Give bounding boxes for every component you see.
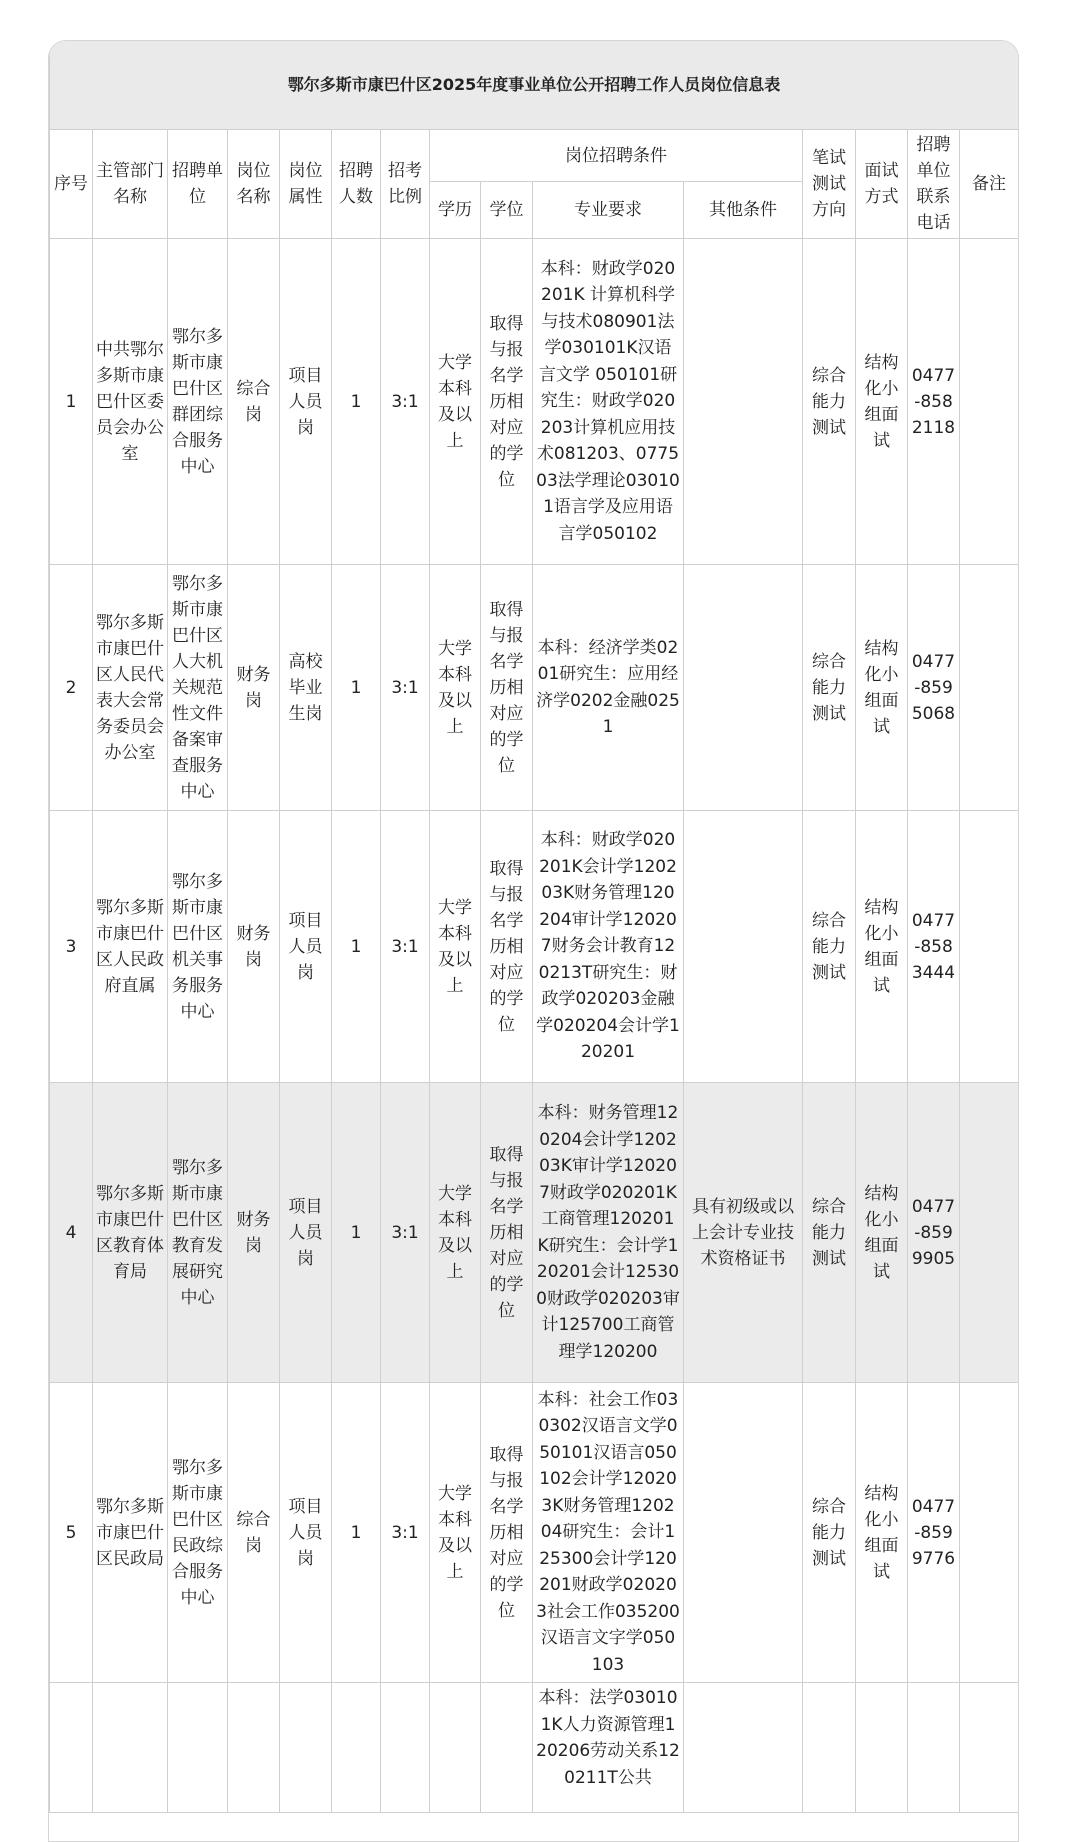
cell-other: 具有初级或以上会计专业技术资格证书	[684, 1083, 803, 1383]
cell-count: 1	[332, 811, 381, 1083]
cell-major: 本科：财政学020201K 计算机科学与技术080901法学030101K汉语言文学 050101研究生：财政学020203计算机应用技术081203、077503法学理论030101语言学及应用语言学050102	[533, 239, 684, 565]
cell-ratio: 3:1	[381, 1383, 430, 1683]
cell-unit: 鄂尔多斯市康巴什区人大机关规范性文件备案审查服务中心	[168, 565, 228, 811]
cell-degree: 取得与报名学历相对应的学位	[481, 811, 533, 1083]
cell-other	[684, 239, 803, 565]
header-phone: 招聘单位联系电话	[908, 130, 960, 239]
cell-seq: 3	[50, 811, 93, 1083]
cell-post-name: 财务岗	[228, 811, 280, 1083]
header-dept: 主管部门名称	[93, 130, 168, 239]
table-row	[50, 239, 1019, 565]
cell-count: 1	[332, 565, 381, 811]
header-note: 备注	[960, 130, 1019, 239]
cell-degree: 取得与报名学历相对应的学位	[481, 1383, 533, 1683]
job-info-table	[49, 41, 1019, 1813]
cell-seq: 2	[50, 565, 93, 811]
cell-edu: 大学本科及以上	[430, 239, 481, 565]
cell-exam	[803, 1683, 856, 1813]
cell-ratio	[381, 1683, 430, 1813]
cell-post-name: 综合岗	[228, 1383, 280, 1683]
cell-dept: 中共鄂尔多斯市康巴什区委员会办公室	[93, 239, 168, 565]
cell-exam: 综合能力测试	[803, 1383, 856, 1683]
header-exam: 笔试测试方向	[803, 130, 856, 239]
header-other: 其他条件	[684, 182, 803, 239]
cell-unit	[168, 1683, 228, 1813]
cell-note	[960, 1383, 1019, 1683]
cell-seq	[50, 1683, 93, 1813]
header-ratio: 招考比例	[381, 130, 430, 239]
cell-edu: 大学本科及以上	[430, 1083, 481, 1383]
header-degree: 学位	[481, 182, 533, 239]
cell-other	[684, 565, 803, 811]
cell-major: 本科：经济学类0201研究生：应用经济学0202金融0251	[533, 565, 684, 811]
cell-dept: 鄂尔多斯市康巴什区人民政府直属	[93, 811, 168, 1083]
cell-count: 1	[332, 1383, 381, 1683]
cell-major: 本科：社会工作030302汉语言文学050101汉语言050102会计学120203K财务管理120204研究生：会计125300会计学120201财政学020203社会工作035200汉语言文字学050103	[533, 1383, 684, 1683]
job-table-card	[48, 40, 1019, 1842]
cell-dept: 鄂尔多斯市康巴什区民政局	[93, 1383, 168, 1683]
cell-interview	[856, 1683, 908, 1813]
cell-edu: 大学本科及以上	[430, 1383, 481, 1683]
cell-exam: 综合能力测试	[803, 239, 856, 565]
cell-phone: 0477-8582118	[908, 239, 960, 565]
cell-unit: 鄂尔多斯市康巴什区教育发展研究中心	[168, 1083, 228, 1383]
cell-phone: 0477-8599905	[908, 1083, 960, 1383]
cell-phone: 0477-8583444	[908, 811, 960, 1083]
cell-note	[960, 239, 1019, 565]
cell-unit: 鄂尔多斯市康巴什区民政综合服务中心	[168, 1383, 228, 1683]
cell-interview: 结构化小组面试	[856, 1083, 908, 1383]
cell-edu: 大学本科及以上	[430, 811, 481, 1083]
cell-degree: 取得与报名学历相对应的学位	[481, 239, 533, 565]
cell-other	[684, 1383, 803, 1683]
table-row	[50, 1383, 1019, 1683]
table-title: 鄂尔多斯市康巴什区2025年度事业单位公开招聘工作人员岗位信息表	[50, 41, 1019, 130]
header-count: 招聘人数	[332, 130, 381, 239]
cell-phone: 0477-8599776	[908, 1383, 960, 1683]
cell-seq: 4	[50, 1083, 93, 1383]
cell-edu: 大学本科及以上	[430, 565, 481, 811]
cell-ratio: 3:1	[381, 239, 430, 565]
cell-note	[960, 565, 1019, 811]
cell-unit: 鄂尔多斯市康巴什区机关事务服务中心	[168, 811, 228, 1083]
cell-post-name: 财务岗	[228, 1083, 280, 1383]
cell-major: 本科：法学030101K人力资源管理120206劳动关系120211T公共	[533, 1683, 684, 1813]
cell-ratio: 3:1	[381, 811, 430, 1083]
cell-unit: 鄂尔多斯市康巴什区群团综合服务中心	[168, 239, 228, 565]
cell-degree	[481, 1683, 533, 1813]
cell-major: 本科：财政学020201K会计学120203K财务管理120204审计学120207财务会计教育120213T研究生：财政学020203金融学020204会计学120201	[533, 811, 684, 1083]
table-row	[50, 565, 1019, 811]
header-conditions: 岗位招聘条件	[430, 130, 803, 182]
header-unit: 招聘单位	[168, 130, 228, 239]
cell-seq: 5	[50, 1383, 93, 1683]
header-post-type: 岗位属性	[280, 130, 332, 239]
cell-ratio: 3:1	[381, 565, 430, 811]
cell-interview: 结构化小组面试	[856, 811, 908, 1083]
header-major: 专业要求	[533, 182, 684, 239]
header-seq: 序号	[50, 130, 93, 239]
cell-note	[960, 1083, 1019, 1383]
header-edu: 学历	[430, 182, 481, 239]
cell-post-type: 项目人员岗	[280, 1383, 332, 1683]
cell-count: 1	[332, 239, 381, 565]
cell-note	[960, 811, 1019, 1083]
cell-interview: 结构化小组面试	[856, 565, 908, 811]
cell-degree: 取得与报名学历相对应的学位	[481, 1083, 533, 1383]
cell-major: 本科：财务管理120204会计学120203K审计学120207财政学020201K工商管理120201K研究生：会计学120201会计125300财政学020203审计125700工商管理学120200	[533, 1083, 684, 1383]
cell-interview: 结构化小组面试	[856, 239, 908, 565]
cell-phone	[908, 1683, 960, 1813]
cell-post-type	[280, 1683, 332, 1813]
cell-exam: 综合能力测试	[803, 565, 856, 811]
cell-post-type: 项目人员岗	[280, 811, 332, 1083]
cell-post-name: 综合岗	[228, 239, 280, 565]
cell-post-name: 财务岗	[228, 565, 280, 811]
cell-exam: 综合能力测试	[803, 811, 856, 1083]
cell-count: 1	[332, 1083, 381, 1383]
cell-phone: 0477-8595068	[908, 565, 960, 811]
cell-dept: 鄂尔多斯市康巴什区教育体育局	[93, 1083, 168, 1383]
table-row	[50, 811, 1019, 1083]
header-post-name: 岗位名称	[228, 130, 280, 239]
cell-post-type: 项目人员岗	[280, 1083, 332, 1383]
cell-ratio: 3:1	[381, 1083, 430, 1383]
table-row	[50, 1683, 1019, 1813]
cell-edu	[430, 1683, 481, 1813]
cell-seq: 1	[50, 239, 93, 565]
table-row	[50, 1083, 1019, 1383]
cell-other	[684, 811, 803, 1083]
cell-interview: 结构化小组面试	[856, 1383, 908, 1683]
cell-exam: 综合能力测试	[803, 1083, 856, 1383]
header-interview: 面试方式	[856, 130, 908, 239]
cell-dept: 鄂尔多斯市康巴什区人民代表大会常务委员会办公室	[93, 565, 168, 811]
cell-dept	[93, 1683, 168, 1813]
cell-post-type: 项目人员岗	[280, 239, 332, 565]
cell-count	[332, 1683, 381, 1813]
cell-note	[960, 1683, 1019, 1813]
cell-post-name	[228, 1683, 280, 1813]
cell-degree: 取得与报名学历相对应的学位	[481, 565, 533, 811]
cell-post-type: 高校毕业生岗	[280, 565, 332, 811]
cell-other	[684, 1683, 803, 1813]
